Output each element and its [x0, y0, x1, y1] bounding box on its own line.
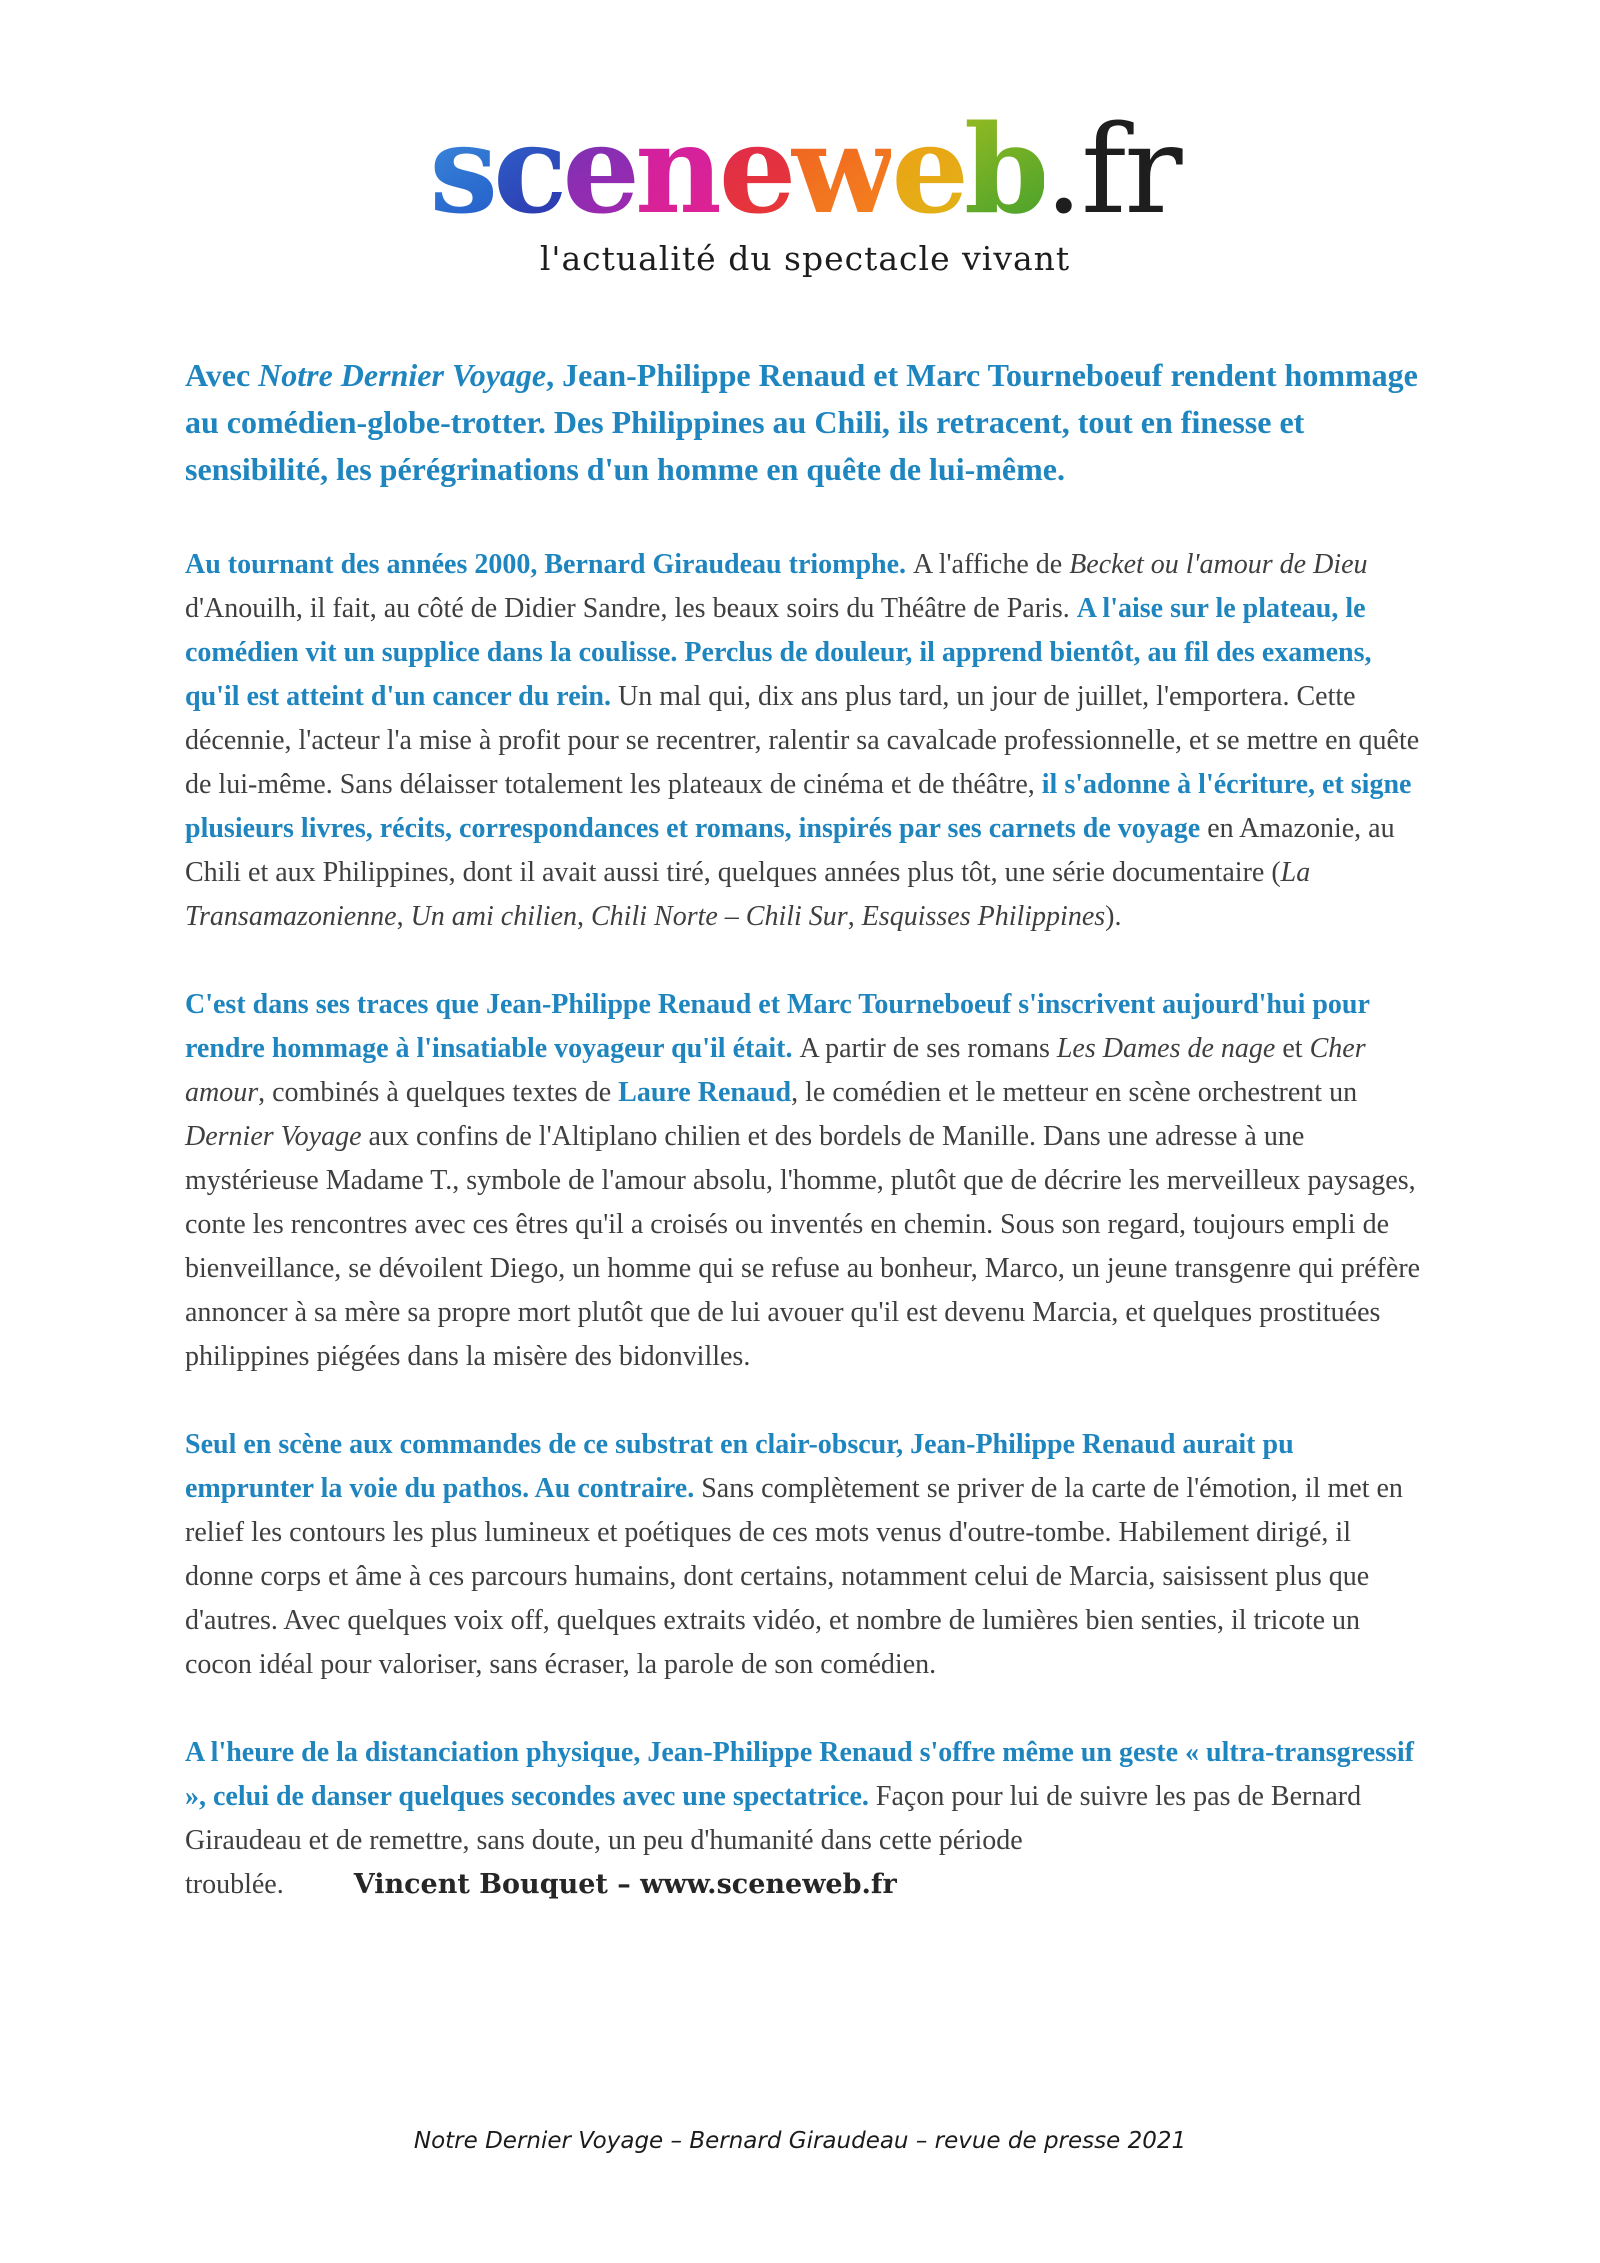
- logo-letter: e: [718, 97, 792, 241]
- text-segment: Les Dames de nage: [1056, 1033, 1276, 1064]
- text-segment: Notre Dernier Voyage: [258, 357, 547, 393]
- text-segment: ,: [847, 901, 862, 932]
- text-segment: A l'heure de la distanciation physique, Jean-Philippe Renaud s'offre même un geste « ultra-transgressif », celui de danser quelques secondes avec une spectatrice.: [185, 1737, 1414, 1812]
- text-segment: Laure Renaud: [618, 1077, 792, 1108]
- logo-letter: n: [635, 97, 719, 241]
- logo-tagline: l'actualité du spectacle vivant: [539, 239, 1071, 278]
- text-segment: La Transamazonienne: [185, 857, 1311, 932]
- logo-letter: b: [964, 97, 1045, 241]
- text-segment: A l'affiche de: [913, 549, 1070, 580]
- text-segment: Sans complètement se priver de la carte de l'émotion, il met en relief les contours les plus lumineux et poétiques de ces mots venus d'outre-tombe. Habilement dirigé, il donne corps et âme à ces parcours humains, dont certains, notamment celui de Marcia, saisissent plus que d'autres. Avec quelques voix off, quelques extraits vidéo, et nombre de lumières bien senties, il tricote un cocon idéal pour valoriser, sans écraser, la parole de son comédien.: [185, 1473, 1403, 1680]
- text-segment: , Jean-Philippe Renaud et Marc Tourneboeuf rendent hommage au comédien-globe-trotter. Des Philippines au Chili, ils retracent, tout en finesse et sensibilité, les pérégrinations d'un homme en quête de lui-même.: [185, 357, 1418, 487]
- logo-header: [185, 97, 1425, 278]
- text-segment: aux confins de l'Altiplano chilien et des bordels de Manille. Dans une adresse à une mystérieuse Madame T., symbole de l'amour absolu, l'homme, plutôt que de décrire les merveilleux paysages, conte les rencontres avec ces êtres qu'il a croisés ou inventés en chemin. Sous son regard, toujours empli de bienveillance, se dévoilent Diego, un homme qui se refuse au bonheur, Marco, un jeune transgenre qui préfère annoncer à sa mère sa propre mort plutôt que de lui avouer qu'il est devenu Marcia, et quelques prostituées philippines piégées dans la misère des bidonvilles.: [185, 1121, 1421, 1372]
- text-segment: et: [1275, 1033, 1310, 1064]
- text-segment: Un ami chilien: [410, 901, 577, 932]
- text-segment: Au tournant des années 2000, Bernard Giraudeau triomphe.: [185, 549, 914, 580]
- press-article: [185, 352, 1425, 1907]
- sceneweb-logo: [185, 97, 1425, 241]
- text-segment: Seul en scène aux commandes de ce substrat en clair-obscur, Jean-Philippe Renaud aurait pu emprunter la voie du pathos. Au contraire.: [185, 1429, 1294, 1504]
- text-segment: ,: [577, 901, 591, 932]
- logo-letter: e: [891, 97, 964, 241]
- text-segment: ).: [1105, 901, 1122, 932]
- logo-letter: s: [429, 97, 494, 241]
- text-segment: d'Anouilh, il fait, au côté de Didier Sandre, les beaux soirs du Théâtre de Paris.: [185, 593, 1077, 624]
- body-paragraph: [185, 543, 1425, 939]
- body-paragraph: [185, 1423, 1425, 1687]
- text-segment: Façon pour lui de suivre les pas de Bernard Giraudeau et de remettre, sans doute, un peu d'humanité dans cette période troublée.: [185, 1781, 1362, 1900]
- text-segment: , le comédien et le metteur en scène orchestrent un: [791, 1077, 1358, 1108]
- text-segment: A partir de ses romans: [799, 1033, 1057, 1064]
- text-segment: Cher amour: [185, 1033, 1366, 1108]
- logo-word: [429, 97, 1044, 241]
- text-segment: Avec: [185, 357, 259, 393]
- text-segment: C'est dans ses traces que Jean-Philippe Renaud et Marc Tourneboeuf s'inscrivent aujourd'hui pour rendre hommage à l'insatiable voyageur qu'il était.: [185, 989, 1370, 1064]
- author-signature: Vincent Bouquet – www.sceneweb.fr: [353, 1869, 897, 1900]
- text-segment: ,: [396, 901, 411, 932]
- text-segment: en Amazonie, au Chili et aux Philippines, dont il avait aussi tiré, quelques années plus tôt, une série documentaire (: [185, 813, 1395, 888]
- text-segment: Chili Norte – Chili Sur: [591, 901, 848, 932]
- logo-letter: c: [493, 97, 563, 241]
- logo-letter: w: [791, 97, 892, 241]
- text-segment: Esquisses Philippines: [861, 901, 1106, 932]
- text-segment: Un mal qui, dix ans plus tard, un jour de juillet, l'emportera. Cette décennie, l'acteur l'a mise à profit pour se recentrer, ralentir sa cavalcade professionnelle, et se mettre en quête de lui-même. Sans délaisser totalement les plateaux de cinéma et de théâtre,: [185, 681, 1420, 800]
- text-segment: Becket ou l'amour de Dieu: [1069, 549, 1368, 580]
- text-segment: A l'aise sur le plateau, le comédien vit un supplice dans la coulisse. Perclus de douleur, il apprend bientôt, au fil des examens, qu'il est atteint d'un cancer du rein.: [185, 593, 1372, 712]
- body-paragraph: [185, 1731, 1425, 1907]
- logo-tld: .fr: [1044, 99, 1181, 241]
- lead-paragraph: [185, 352, 1425, 493]
- footer-caption: Notre Dernier Voyage – Bernard Giraudeau – revue de presse 2021: [413, 2128, 1187, 2154]
- text-segment: , combinés à quelques textes de: [258, 1077, 619, 1108]
- logo-letter: e: [562, 97, 636, 241]
- text-segment: il s'adonne à l'écriture, et signe plusieurs livres, récits, correspondances et romans, inspirés par ses carnets de voyage: [185, 769, 1412, 844]
- text-segment: Dernier Voyage: [185, 1121, 362, 1152]
- body-paragraph: [185, 983, 1425, 1379]
